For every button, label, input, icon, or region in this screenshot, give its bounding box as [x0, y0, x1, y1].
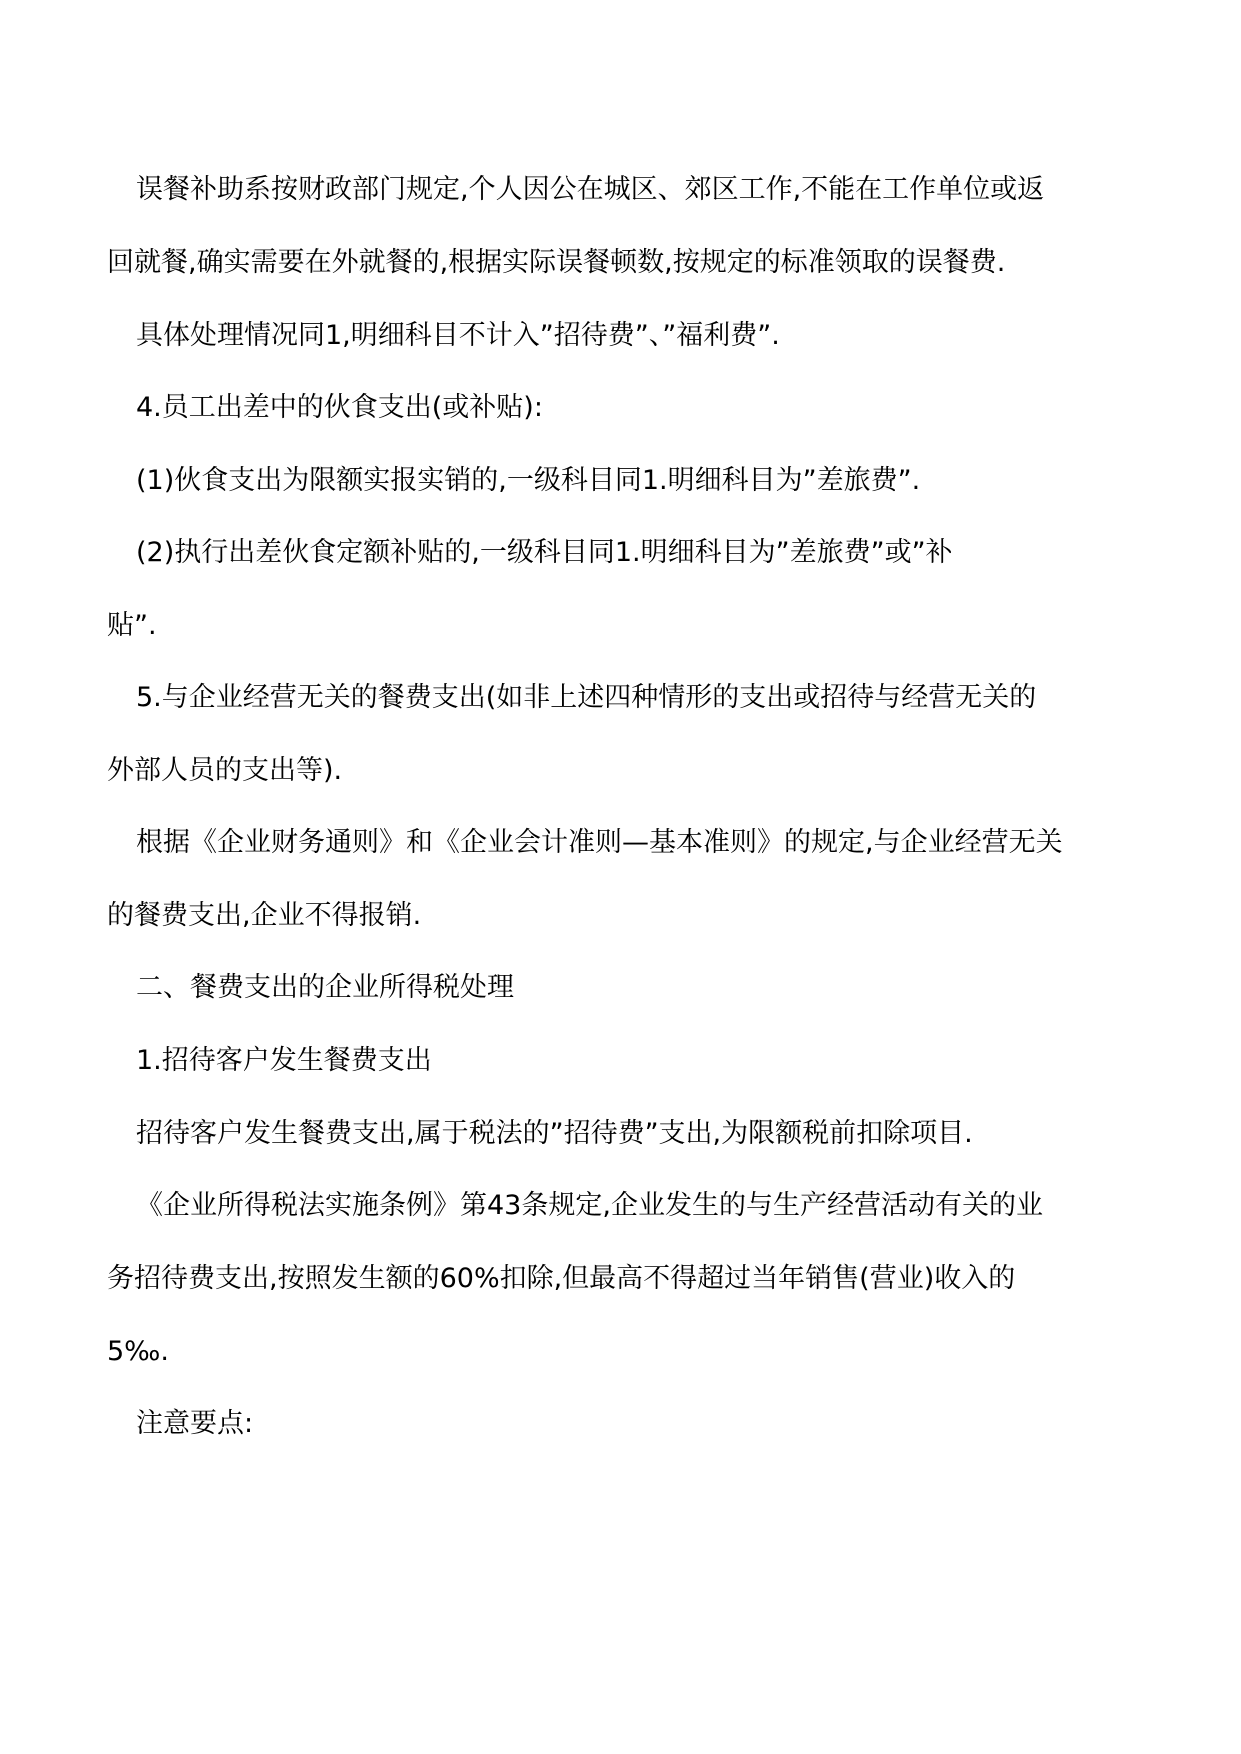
paragraph-general-rule-line-2: 的餐费支出,企业不得报销.	[107, 900, 422, 931]
paragraph-meal-subsidy-line-1: 误餐补助系按财政部门规定,个人因公在城区、郊区工作,不能在工作单位或返	[136, 174, 1045, 205]
item-5-line-1: 5.与企业经营无关的餐费支出(如非上述四种情形的支出或招待与经营无关的	[136, 682, 1037, 713]
item-5-line-2: 外部人员的支出等).	[107, 755, 343, 786]
paragraph-meal-subsidy-line-2: 回就餐,确实需要在外就餐的,根据实际误餐顿数,按规定的标准领取的误餐费.	[107, 247, 1006, 278]
paragraph-article-43-line-3: 5‰.	[107, 1336, 169, 1367]
paragraph-general-rule-line-1: 根据《企业财务通则》和《企业会计准则—基本准则》的规定,与企业经营无关	[136, 827, 1063, 858]
section-2-item-1-heading: 1.招待客户发生餐费支出	[136, 1045, 432, 1076]
paragraph-article-43-line-2: 务招待费支出,按照发生额的60%扣除,但最高不得超过当年销售(营业)收入的	[107, 1263, 1016, 1294]
item-4-heading: 4.员工出差中的伙食支出(或补贴):	[136, 392, 543, 423]
item-4-sub-1: (1)伙食支出为限额实报实销的,一级科目同1.明细科目为”差旅费”.	[136, 465, 921, 496]
paragraph-article-43-line-1: 《企业所得税法实施条例》第43条规定,企业发生的与生产经营活动有关的业	[136, 1190, 1043, 1221]
notes-heading: 注意要点:	[136, 1408, 254, 1439]
paragraph-entertainment-expense: 招待客户发生餐费支出,属于税法的”招待费”支出,为限额税前扣除项目.	[136, 1118, 973, 1149]
section-2-heading: 二、餐费支出的企业所得税处理	[136, 972, 514, 1003]
item-4-sub-2-line-1: (2)执行出差伙食定额补贴的,一级科目同1.明细科目为”差旅费”或”补	[136, 537, 953, 568]
item-4-sub-2-line-2: 贴”.	[107, 610, 157, 641]
paragraph-treatment-same: 具体处理情况同1,明细科目不计入”招待费”、”福利费”.	[136, 320, 780, 351]
